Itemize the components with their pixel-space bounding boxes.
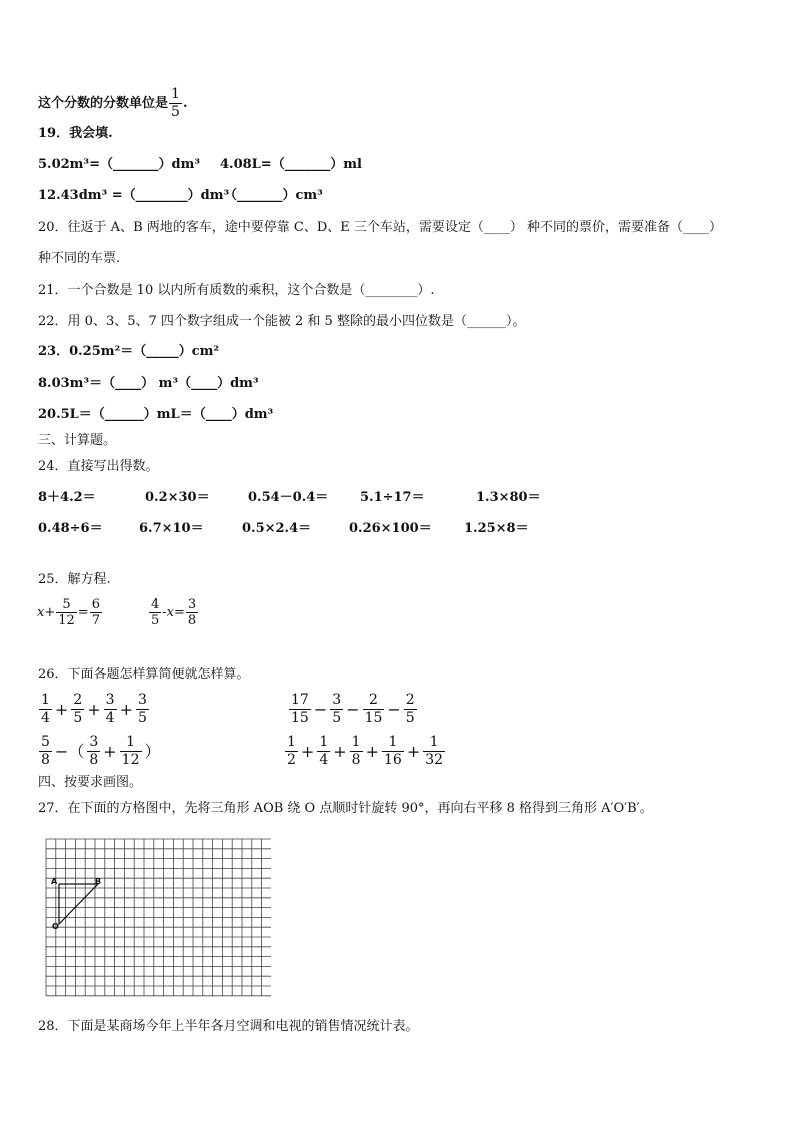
question-20-line2: 种不同的车票. [38, 251, 121, 266]
question-28: 28．下面是某商场今年上半年各月空调和电视的销售情况统计表。 [38, 1019, 419, 1034]
section-3-heading: 三、计算题。 [38, 433, 117, 448]
fraction-one-fifth: $\frac{1}{5}$ [171, 86, 180, 120]
point-b-label: B [95, 877, 102, 886]
q19-blank-a[interactable]: 5.02m³=（_______）dm³ [38, 157, 201, 172]
calc-item: 5.1÷17＝ [360, 490, 425, 505]
calc-item: 0.54－0.4＝ [248, 490, 329, 505]
fraction-unit-line: 这个分数的分数单位是 $\frac{1}{5}$ . [38, 86, 188, 120]
calc-item: 0.5×2.4＝ [242, 521, 312, 536]
calc-item: 1.25×8＝ [464, 521, 529, 536]
expression-3: $\frac{5}{8}$ −（ $\frac{3}{8}$ + $\frac{1}{12}$ ） [41, 734, 161, 768]
question-27: 27．在下面的方格图中，先将三角形 AOB 绕 O 点顺时针旋转 90°，再向右平移 8 格得到三角形 A′O′B′。 [38, 801, 653, 816]
q19-blank-d[interactable]: （_______）cm³ [224, 188, 323, 203]
question-23-b[interactable]: 8.03m³＝（____） m³（____）dm³ [38, 376, 259, 391]
expression-1: $\frac{1}{4}$ + $\frac{2}{5}$ + $\frac{3}{4}$ + $\frac{3}{5}$ [41, 692, 147, 726]
question-24-title: 24．直接写出得数。 [38, 459, 159, 474]
section-4-heading: 四、按要求画图。 [38, 775, 143, 790]
calc-item: 0.26×100＝ [349, 521, 432, 536]
square-grid[interactable] [45, 838, 271, 998]
q19-blank-b[interactable]: 4.08L=（_______）ml [220, 157, 362, 172]
equation-1: x+ $\frac{5}{12}$ = $\frac{6}{7}$ [37, 597, 100, 628]
triangle-aob [59, 884, 98, 924]
calc-item: 0.48÷6＝ [38, 521, 103, 536]
calc-item: 6.7×10＝ [139, 521, 204, 536]
line-text: 这个分数的分数单位是 [38, 96, 169, 111]
expression-4: $\frac{1}{2}$ + $\frac{1}{4}$ + $\frac{1}{8}$ + $\frac{1}{16}$ + $\frac{1}{32}$ [287, 734, 444, 768]
question-25-title: 25．解方程. [38, 572, 111, 587]
question-23-a[interactable]: 23．0.25m²＝（_____）cm² [38, 344, 220, 359]
question-26-title: 26．下面各题怎样算简便就怎样算。 [38, 667, 250, 682]
q19-blank-c[interactable]: 12.43dm³ =（________）dm³ [38, 188, 230, 203]
question-22[interactable]: 22．用 0、3、5、7 四个数字组成一个能被 2 和 5 整除的最小四位数是（______）。 [38, 314, 526, 329]
question-20-line1[interactable]: 20．往返于 A、B 两地的客车，途中要停靠 C、D、E 三个车站，需要设定（____） 种不同的票价，需要准备（____） [38, 220, 723, 235]
calc-item: 0.2×30＝ [145, 490, 210, 505]
point-o-label: O [52, 922, 59, 931]
calc-item: 8＋4.2＝ [38, 490, 96, 505]
calc-item: 1.3×80＝ [476, 490, 541, 505]
question-19-title: 19．我会填. [38, 126, 113, 141]
point-a-label: A [51, 877, 58, 886]
equation-2: $\frac{4}{5}$ -x= $\frac{3}{8}$ [151, 597, 197, 628]
question-21[interactable]: 21．一个合数是 10 以内所有质数的乘积，这个合数是（________）. [38, 283, 435, 298]
expression-2: $\frac{17}{15}$ − $\frac{3}{5}$ − $\frac{2}{15}$ − $\frac{2}{5}$ [291, 692, 415, 726]
question-23-c[interactable]: 20.5L＝（______）mL＝（____）dm³ [38, 407, 274, 422]
